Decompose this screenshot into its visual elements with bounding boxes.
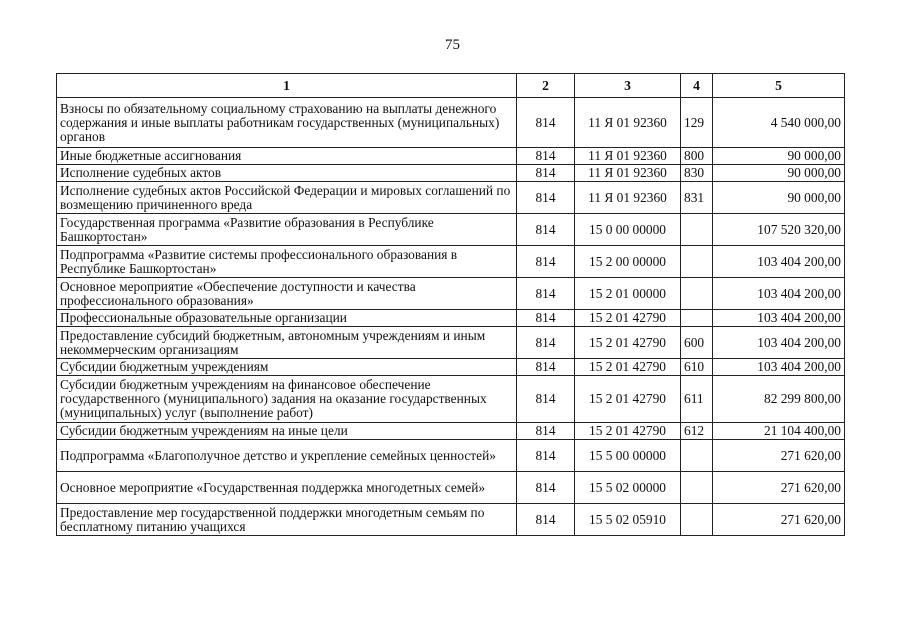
table-row <box>57 148 845 165</box>
table-row <box>57 504 845 536</box>
header-col-3: 3 <box>575 74 681 98</box>
row-code: 11 Я 01 92360 <box>575 148 681 165</box>
header-col-1: 1 <box>57 74 517 98</box>
page-number: 75 <box>445 37 460 53</box>
row-code: 15 2 01 42790 <box>575 359 681 376</box>
row-amount: 103 404 200,00 <box>713 359 845 376</box>
row-amount: 103 404 200,00 <box>713 327 845 359</box>
row-amount: 90 000,00 <box>713 182 845 214</box>
row-name: Государственная программа «Развитие образования в Республике Башкортостан» <box>57 214 517 246</box>
row-type: 830 <box>681 165 713 182</box>
table-row <box>57 440 845 472</box>
row-ministry: 814 <box>517 148 575 165</box>
row-type: 831 <box>681 182 713 214</box>
row-code: 15 5 02 05910 <box>575 504 681 536</box>
row-type: 600 <box>681 327 713 359</box>
row-code: 11 Я 01 92360 <box>575 165 681 182</box>
header-col-5: 5 <box>713 74 845 98</box>
row-type: 129 <box>681 98 713 148</box>
row-type <box>681 214 713 246</box>
row-ministry: 814 <box>517 423 575 440</box>
row-name: Субсидии бюджетным учреждениям на финансовое обеспечение государственного (муниципального) задания на оказание государственных (муниципальных) услуг (выполнение работ) <box>57 376 517 423</box>
row-type <box>681 504 713 536</box>
row-code: 15 0 00 00000 <box>575 214 681 246</box>
row-code: 15 2 01 42790 <box>575 423 681 440</box>
row-ministry: 814 <box>517 310 575 327</box>
table-row <box>57 165 845 182</box>
row-code: 11 Я 01 92360 <box>575 98 681 148</box>
table-row <box>57 182 845 214</box>
row-amount: 271 620,00 <box>713 440 845 472</box>
row-type <box>681 472 713 504</box>
row-amount: 90 000,00 <box>713 165 845 182</box>
table-row <box>57 327 845 359</box>
row-ministry: 814 <box>517 359 575 376</box>
row-ministry: 814 <box>517 472 575 504</box>
row-amount: 271 620,00 <box>713 504 845 536</box>
table-row <box>57 246 845 278</box>
table-row <box>57 423 845 440</box>
row-type: 611 <box>681 376 713 423</box>
row-code: 15 2 01 00000 <box>575 278 681 310</box>
row-code: 15 2 01 42790 <box>575 310 681 327</box>
row-ministry: 814 <box>517 214 575 246</box>
row-ministry: 814 <box>517 165 575 182</box>
row-ministry: 814 <box>517 246 575 278</box>
row-amount: 4 540 000,00 <box>713 98 845 148</box>
row-name: Взносы по обязательному социальному страхованию на выплаты денежного содержания и иные выплаты работникам государственных (муниципальных) органов <box>57 98 517 148</box>
row-name: Предоставление субсидий бюджетным, автономным учреждениям и иным некоммерческим организациям <box>57 327 517 359</box>
table-row <box>57 376 845 423</box>
row-name: Основное мероприятие «Государственная поддержка многодетных семей» <box>57 472 517 504</box>
table-row <box>57 359 845 376</box>
table-header-row <box>57 74 845 98</box>
row-ministry: 814 <box>517 504 575 536</box>
row-amount: 103 404 200,00 <box>713 246 845 278</box>
table-row <box>57 214 845 246</box>
row-name: Субсидии бюджетным учреждениям <box>57 359 517 376</box>
row-amount: 21 104 400,00 <box>713 423 845 440</box>
row-name: Основное мероприятие «Обеспечение доступности и качества профессионального образования» <box>57 278 517 310</box>
row-amount: 103 404 200,00 <box>713 278 845 310</box>
row-name: Предоставление мер государственной поддержки многодетным семьям по бесплатному питанию учащихся <box>57 504 517 536</box>
row-type <box>681 246 713 278</box>
row-type <box>681 440 713 472</box>
row-type: 612 <box>681 423 713 440</box>
row-code: 15 2 00 00000 <box>575 246 681 278</box>
table-row <box>57 472 845 504</box>
row-ministry: 814 <box>517 98 575 148</box>
row-code: 15 2 01 42790 <box>575 376 681 423</box>
row-name: Исполнение судебных актов Российской Федерации и мировых соглашений по возмещению причиненного вреда <box>57 182 517 214</box>
header-col-4: 4 <box>681 74 713 98</box>
row-type: 800 <box>681 148 713 165</box>
row-type: 610 <box>681 359 713 376</box>
table-row <box>57 278 845 310</box>
row-name: Профессиональные образовательные организации <box>57 310 517 327</box>
row-code: 15 2 01 42790 <box>575 327 681 359</box>
row-name: Исполнение судебных актов <box>57 165 517 182</box>
header-col-2: 2 <box>517 74 575 98</box>
table-row <box>57 310 845 327</box>
row-amount: 82 299 800,00 <box>713 376 845 423</box>
budget-table <box>56 73 845 536</box>
row-type <box>681 310 713 327</box>
row-name: Подпрограмма «Развитие системы профессионального образования в Республике Башкортостан» <box>57 246 517 278</box>
row-name: Иные бюджетные ассигнования <box>57 148 517 165</box>
row-name: Субсидии бюджетным учреждениям на иные цели <box>57 423 517 440</box>
row-ministry: 814 <box>517 327 575 359</box>
table-row <box>57 98 845 148</box>
row-code: 15 5 00 00000 <box>575 440 681 472</box>
row-amount: 90 000,00 <box>713 148 845 165</box>
row-code: 11 Я 01 92360 <box>575 182 681 214</box>
row-amount: 103 404 200,00 <box>713 310 845 327</box>
row-amount: 107 520 320,00 <box>713 214 845 246</box>
row-ministry: 814 <box>517 440 575 472</box>
row-type <box>681 278 713 310</box>
row-name: Подпрограмма «Благополучное детство и укрепление семейных ценностей» <box>57 440 517 472</box>
row-code: 15 5 02 00000 <box>575 472 681 504</box>
row-ministry: 814 <box>517 278 575 310</box>
row-ministry: 814 <box>517 376 575 423</box>
row-amount: 271 620,00 <box>713 472 845 504</box>
row-ministry: 814 <box>517 182 575 214</box>
